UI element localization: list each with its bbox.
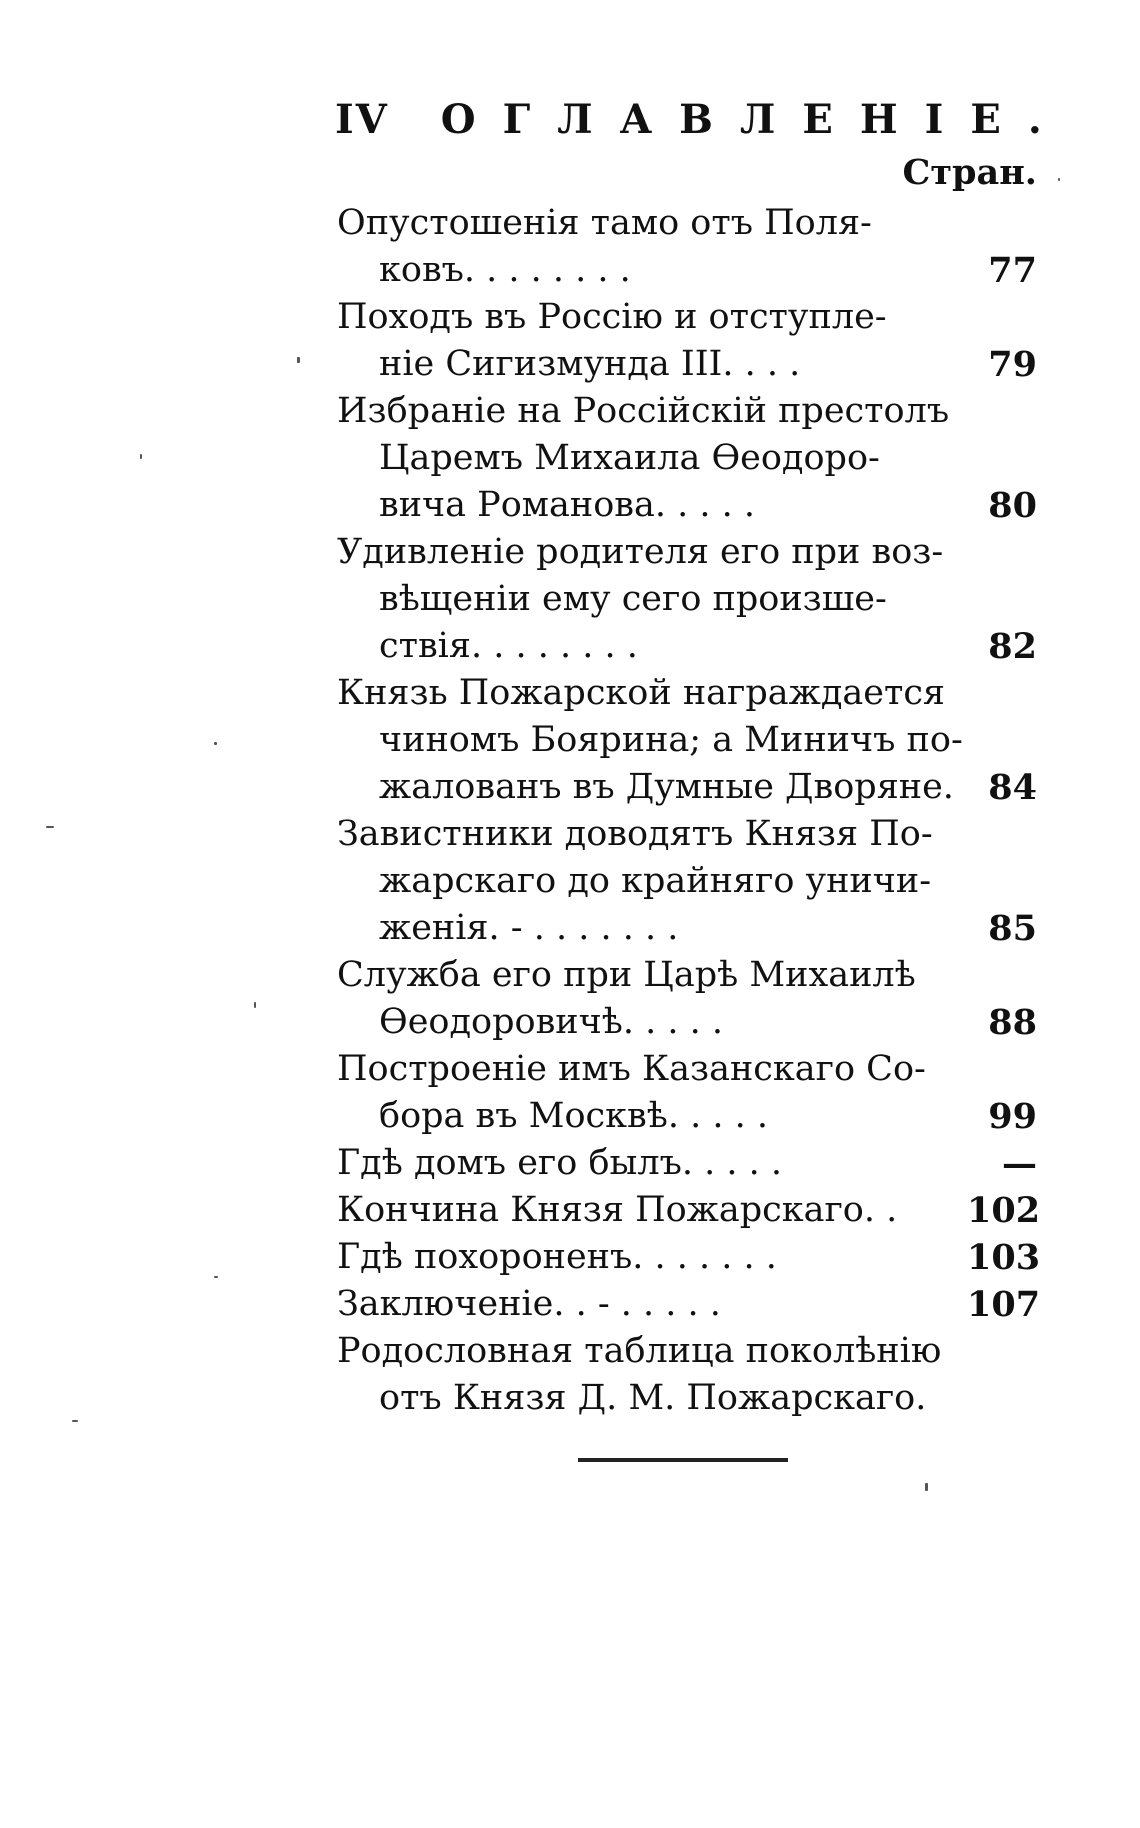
toc-entry-line: Гдѣ домъ его былъ. . . . . (337, 1143, 783, 1183)
toc-page-number: 102 (967, 1190, 1041, 1231)
toc-entry-line: ствія. . . . . . . . (379, 626, 638, 666)
toc-entry-line: Служба его при Царѣ Михаилѣ (337, 955, 916, 995)
toc-entry-line: Гдѣ похороненъ. . . . . . . (337, 1237, 777, 1277)
toc-page-number: — (1002, 1143, 1037, 1184)
toc-entry-line: вича Романова. . . . . (379, 485, 755, 525)
toc-entry-line: ніе Сигизмунда III. . . . (379, 344, 801, 384)
toc-entry (337, 529, 1037, 670)
print-speck (297, 357, 300, 363)
toc-entry (337, 952, 1037, 1046)
print-speck (214, 1276, 218, 1278)
print-speck (46, 826, 54, 828)
toc-page-number: 107 (967, 1284, 1041, 1325)
toc-entry-line: Кончина Князя Пожарскаго. . (337, 1190, 898, 1230)
toc-entry (337, 294, 1037, 388)
toc-entry-line: отъ Князя Д. М. Пожарскаго. (379, 1378, 927, 1418)
print-speck (214, 742, 217, 745)
toc-entry-line: Родословная таблица поколѣнію (337, 1331, 942, 1371)
toc-entry-line: Завистники доводятъ Князя По- (337, 814, 933, 854)
toc-entry (337, 388, 1037, 529)
toc-page-number: 84 (988, 767, 1037, 808)
toc-page-number: 85 (988, 908, 1037, 949)
toc-entry-line: женія. - . . . . . . . (379, 908, 679, 948)
page-folio: IV (335, 96, 389, 143)
toc-entry (337, 200, 1037, 294)
toc-page-number: 88 (988, 1002, 1037, 1043)
toc-entry (337, 1187, 1041, 1234)
toc-entry (337, 1234, 1041, 1281)
toc-entry (337, 1140, 1037, 1187)
toc-entry-line: ковъ. . . . . . . . (379, 250, 631, 290)
print-speck (925, 1483, 928, 1491)
toc-entry-line: Опустошенія тамо отъ Поля- (337, 203, 872, 243)
toc-entry (337, 1046, 1037, 1140)
print-speck (140, 454, 142, 459)
toc-page-number: 79 (988, 344, 1037, 385)
toc-entry-line: Построеніе имъ Казанскаго Со- (337, 1049, 926, 1089)
table-of-contents (337, 200, 1041, 1422)
toc-entry-line: Царемъ Михаила Ѳеодоро- (379, 438, 880, 478)
toc-entry-line: бора въ Москвѣ. . . . . (379, 1096, 768, 1136)
toc-page-number: 99 (988, 1096, 1037, 1137)
toc-entry-line: жарскаго до крайняго уничи- (379, 861, 932, 901)
toc-entry-line: Удивленіе родителя его при воз- (337, 532, 944, 572)
page-column-label: Стран. (902, 152, 1037, 193)
toc-page-number: 103 (967, 1237, 1041, 1278)
toc-entry-line: Заключеніе. . - . . . . . (337, 1284, 721, 1324)
closing-rule (578, 1458, 788, 1462)
toc-entry-line: Ѳеодоровичѣ. . . . . (379, 1002, 723, 1042)
print-speck (72, 1420, 78, 1422)
toc-entry-line: вѣщеніи ему сего произше- (379, 579, 887, 619)
toc-entry (337, 670, 1037, 811)
toc-entry-line: Походъ въ Россію и отступле- (337, 297, 887, 337)
toc-page-number: 82 (988, 626, 1037, 667)
toc-entry-line: Избраніе на Россійскій престолъ (337, 391, 950, 431)
print-speck (1058, 178, 1060, 181)
toc-page-number: 80 (988, 485, 1037, 526)
toc-entry-line: Князь Пожарской награждается (337, 673, 946, 713)
toc-entry-line: жалованъ въ Думные Дворяне. (379, 767, 954, 807)
toc-page-number: 77 (988, 250, 1037, 291)
toc-entry (337, 811, 1037, 952)
page-header (335, 96, 1069, 143)
page-title: ОГЛАВЛЕНІЕ. (440, 96, 1069, 143)
toc-entry-line: чиномъ Боярина; а Миничъ по- (379, 720, 963, 760)
print-speck (254, 1002, 256, 1008)
toc-entry (337, 1281, 1041, 1328)
toc-entry (337, 1328, 1037, 1422)
